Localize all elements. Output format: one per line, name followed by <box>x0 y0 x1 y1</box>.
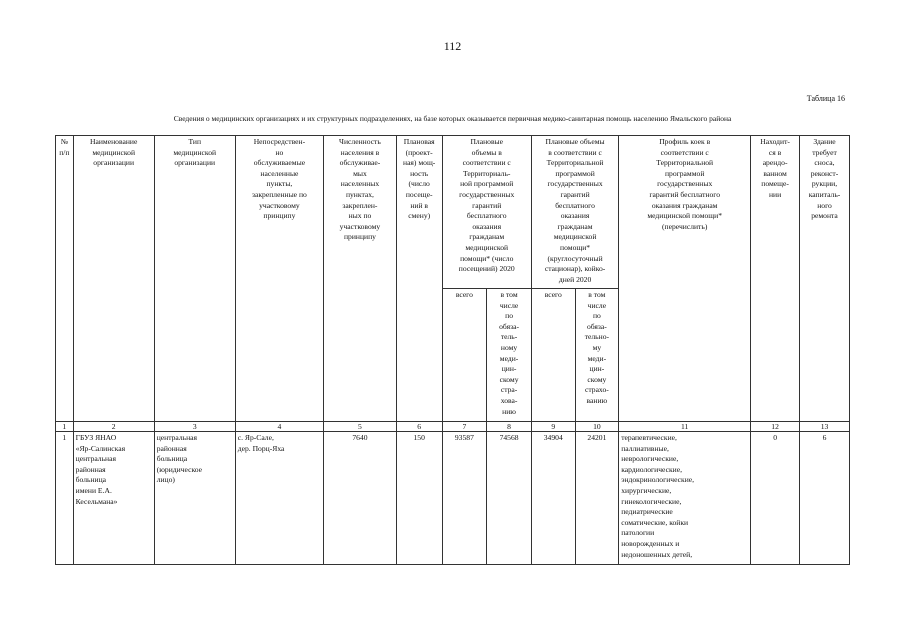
row-rented: 0 <box>751 432 800 565</box>
column-number: 5 <box>324 422 397 432</box>
header-beddays-total: всего <box>531 289 575 422</box>
header-org-type: Тип медицинской организации <box>154 136 235 422</box>
header-planned-beddays: Плановые объемы в соответствии с Территориальной программой государственных гарантий бесплатного оказания гражданам медицинской помощи* (круглосуточный стационар), койко- дней 2020 <box>531 136 618 289</box>
table-caption: Сведения о медицинских организациях и их структурных подразделениях, на базе которых оказывается первичная медико-санитарная помощь населению Ямальского района <box>173 114 732 123</box>
header-rented: Находит- ся в арендо- ванном помеще- нии <box>751 136 800 422</box>
row-org-name: ГБУЗ ЯНАО «Яр-Салинская центральная районная больница имени Е.А. Кесельмана» <box>73 432 154 565</box>
column-number: 2 <box>73 422 154 432</box>
medical-organizations-table <box>55 135 850 565</box>
row-index: 1 <box>56 432 74 565</box>
header-beddays-oms: в том числе по обяза- тельно- му меди- цин- скому страхо- ванию <box>575 289 619 422</box>
row-visits-oms: 74568 <box>487 432 532 565</box>
column-number: 9 <box>531 422 575 432</box>
row-visits-total: 93587 <box>442 432 487 565</box>
row-settlements: с. Яр-Сале, дер. Порц-Яха <box>235 432 323 565</box>
header-row-main <box>56 136 850 289</box>
row-beddays-total: 34904 <box>531 432 575 565</box>
table-row <box>56 432 850 565</box>
header-visits-oms: в том числе по обяза- тель- ному меди- цин- скому стра- хова- нию <box>487 289 532 422</box>
column-number: 6 <box>396 422 442 432</box>
column-number-row <box>56 422 850 432</box>
row-beddays-oms: 24201 <box>575 432 619 565</box>
column-number: 3 <box>154 422 235 432</box>
row-demolition: 6 <box>800 432 850 565</box>
column-number: 12 <box>751 422 800 432</box>
column-number: 1 <box>56 422 74 432</box>
column-number: 4 <box>235 422 323 432</box>
row-bed-profile: терапевтические, паллиативные, неврологические, кардиологические, эндокринологические, хирургические, гинекологические, педиатрические соматические, койки патологии новорожденных и недоношенных детей, <box>619 432 751 565</box>
header-population: Численность населения в обслуживае- мых населенных пунктах, закреплен- ных по участковому принципу <box>324 136 397 422</box>
header-settlements: Непосредствен- но обслуживаемые населенные пункты, закрепленные по участковому принципу <box>235 136 323 422</box>
header-bed-profile: Профиль коек в соответствии с Территориальной программой государственных гарантий бесплатного оказания гражданам медицинской помощи* (перечислить) <box>619 136 751 422</box>
page-number: 112 <box>443 39 462 53</box>
header-planned-visits: Плановые объемы в соответствии с Территориаль- ной программой государственных гарантий бесплатного оказания гражданам медицинской помощи* (число посещений) 2020 <box>442 136 531 289</box>
row-org-type: центральная районная больница (юридическое лицо) <box>154 432 235 565</box>
header-index: № п/п <box>56 136 74 422</box>
column-number: 11 <box>619 422 751 432</box>
column-number: 8 <box>487 422 532 432</box>
table-label: Таблица 16 <box>806 94 845 103</box>
column-number: 7 <box>442 422 487 432</box>
header-org-name: Наименование медицинской организации <box>73 136 154 422</box>
header-capacity: Плановая (проект- ная) мощ- ность (число посеще- ний в смену) <box>396 136 442 422</box>
header-visits-total: всего <box>442 289 487 422</box>
column-number: 13 <box>800 422 850 432</box>
row-population: 7640 <box>324 432 397 565</box>
row-capacity: 150 <box>396 432 442 565</box>
header-demolition: Здание требует сноса, реконст- рукции, капиталь- ного ремонта <box>800 136 850 422</box>
column-number: 10 <box>575 422 619 432</box>
